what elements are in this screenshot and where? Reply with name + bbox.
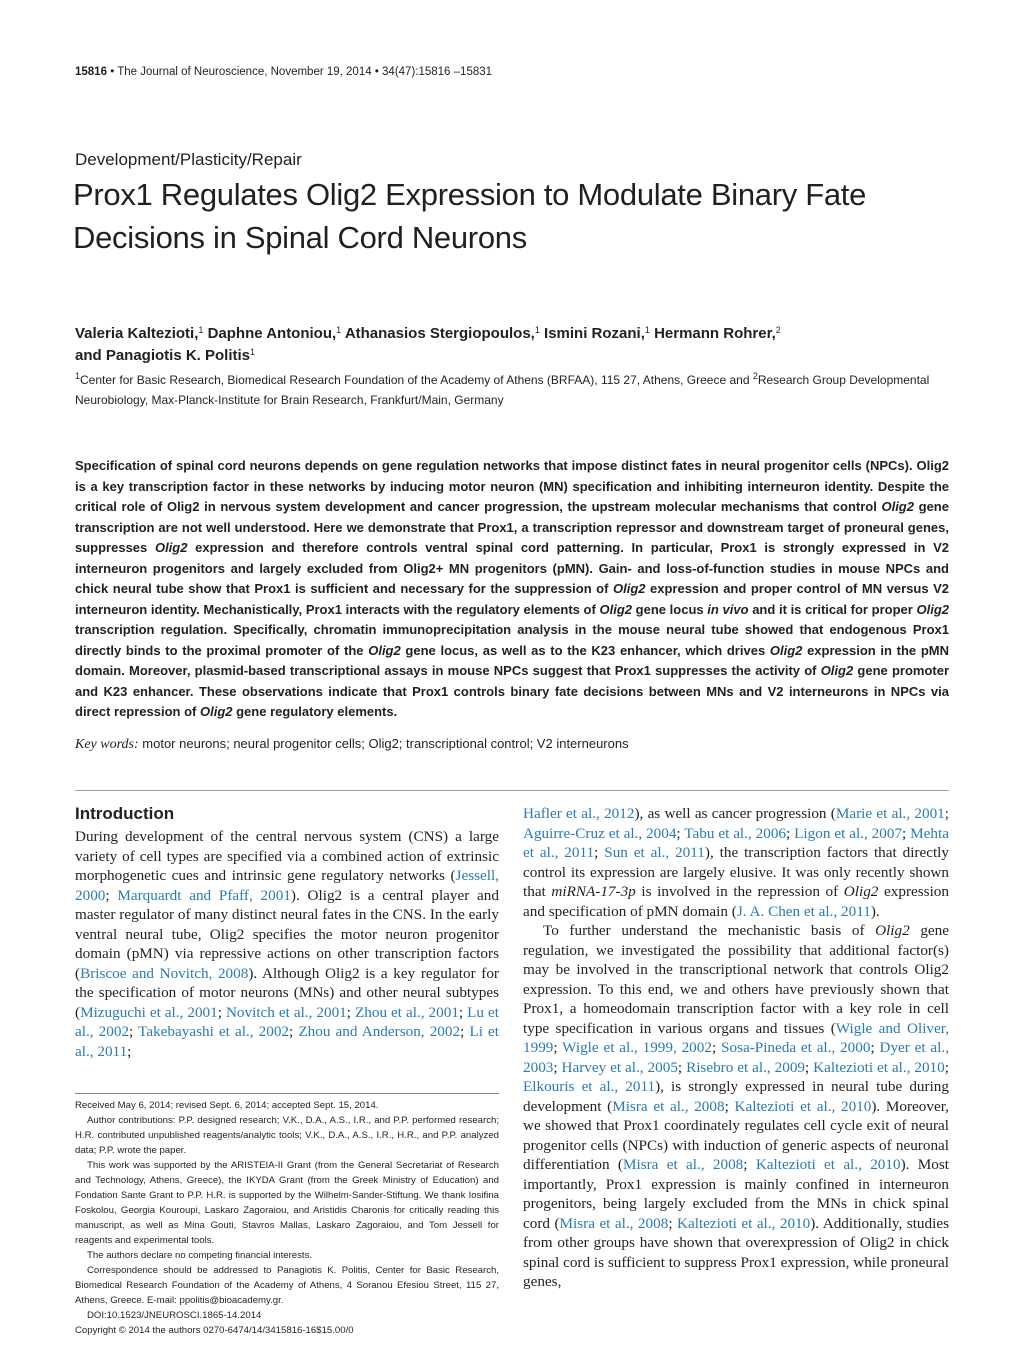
author: Daphne Antoniou,$^1$ <box>207 325 342 342</box>
citation-link[interactable]: Ligon et al., 2007 <box>794 824 903 842</box>
citation-link[interactable]: Aguirre-Cruz et al., 2004 <box>523 824 677 842</box>
footnotes <box>75 1098 499 1338</box>
author-list <box>75 323 955 367</box>
intro-paragraph: During development of the central nervous system (CNS) a large variety of cell types are specified via a combined action of extrinsic morphogenetic cues and intrinsic gene regulatory networks (Jessell, 2000; Marquardt and Pfaff, 2001). Olig2 is a central player and master regulator of many distinct neural fates in the CNS. In the early ventral neural tube, Olig2 specifies the motor neuron progenitor domain (pMN) via repressive actions on other transcription factors (Briscoe and Novitch, 2008). Although Olig2 is a key regulator for the specification of motor neurons (MNs) and other neural subtypes (Mizuguchi et al., 2001; Novitch et al., 2001; Zhou et al., 2001; Lu et al., 2002; Takebayashi et al., 2002; Zhou and Anderson, 2002; Li et al., 2011; <box>75 828 500 1060</box>
title-line: Prox1 Regulates Olig2 Expression to Modulate Binary Fate <box>73 177 867 212</box>
keywords-text: motor neurons; neural progenitor cells; Olig2; transcriptional control; V2 interneurons <box>142 736 629 751</box>
section-label: Development/Plasticity/Repair <box>75 150 302 169</box>
page-number: 15816 <box>75 66 107 78</box>
citation-link[interactable]: Kaltezioti et al., 2010 <box>734 1097 872 1115</box>
citation-link[interactable]: Wigle and Oliver, 1999 <box>523 1019 949 1056</box>
keywords-label: Key words: <box>75 737 139 752</box>
abstract: Specification of spinal cord neurons depends on gene regulation networks that impose distinct fates in neural progenitor cells (NPCs). Olig2 is a key transcription factor in these networks by inducing motor neuron (MN) specification and inhibiting interneuron identity. Despite the critical role of Olig2 in nervous system development and cancer progression, the upstream molecular mechanisms that control Olig2 gene transcription are not well understood. Here we demonstrate that Prox1, a transcription repressor and downstream target of proneural genes, suppresses Olig2 expression and therefore controls ventral spinal cord patterning. In particular, Prox1 is strongly expressed in V2 interneuron progenitors and largely excluded from Olig2+ MN progenitors (pMN). Gain- and loss-of-function studies in mouse NPCs and chick neural tube show that Prox1 is sufficient and necessary for the suppression of Olig2 expression and proper control of MN versus V2 interneuron identity. Mechanistically, Prox1 interacts with the regulatory elements of Olig2 gene locus in vivo and it is critical for proper Olig2 transcription regulation. Specifically, chromatin immunoprecipitation analysis in the mouse neural tube showed that endogenous Prox1 directly binds to the proximal promoter of the Olig2 gene locus, as well as to the K23 enhancer, which drives Olig2 expression in the pMN domain. Moreover, plasmid-based transcriptional assays in mouse NPCs suggest that Prox1 suppresses the activity of Olig2 gene promoter and K23 enhancer. These observations indicate that Prox1 controls binary fate decisions between MNs and V2 interneurons in NPCs via direct repression of Olig2 gene regulatory elements. <box>75 458 949 719</box>
affiliations: $^1$Center for Basic Research, Biomedical Research Foundation of the Academy of Athens (BRFAA), 115 27, Athens, Greece and $^2$Research Group Developmental Neurobiology, Max-Planck-Institute for Brain Research, Frankfurt/Main, Germany <box>75 371 930 407</box>
citation-link[interactable]: Novitch et al., 2001 <box>225 1003 347 1021</box>
citation-link[interactable]: Tabu et al., 2006 <box>684 824 787 842</box>
article-title <box>73 173 953 259</box>
author: and Panagiotis K. Politis$^1$ <box>75 347 256 364</box>
citation-link[interactable]: Jessell, 2000 <box>75 867 499 904</box>
citation-link[interactable]: Mizuguchi et al., 2001 <box>80 1003 218 1021</box>
funding-acknowledgments: This work was supported by the ARISTEIA-II Grant (from the General Secretariat of Research and Technology, Athens, Greece), the IKYDA Grant (from the Greek Ministry of Education) and Fondation Sante Grant to P.P. H.R. is supported by the Wilhelm-Sander-Stiftung. We thank Iosifina Foskolou, Georgia Kouroupi, Laskaro Zagoraiou, and Aristidis Charonis for critically reading this manuscript, as well as Mina Gouti, Stavros Mallas, Laskaro Zagoraiou, and Tom Jessell for reagents and experimental tools. <box>75 1160 499 1246</box>
header-separator: • <box>110 66 118 78</box>
citation-link[interactable]: Harvey et al., 2005 <box>561 1058 678 1076</box>
citation-link[interactable]: Wigle et al., 1999, 2002 <box>562 1039 712 1056</box>
citation-link[interactable]: Kaltezioti et al., 2010 <box>677 1214 811 1232</box>
author-contributions: Author contributions: P.P. designed research; V.K., D.A., A.S., I.R., and P.P. performed research; H.R. contributed unpublished reagents/analytic tools; V.K., D.A., A.S., I.R., H.R., and P.P. analyzed data; P.P. wrote the paper. <box>75 1115 499 1156</box>
citation-link[interactable]: Li et al., 2011 <box>75 1023 500 1060</box>
citation-link[interactable]: Kaltezioti et al., 2010 <box>755 1156 901 1173</box>
citation-link[interactable]: Zhou et al., 2001 <box>354 1003 459 1021</box>
citation-link[interactable]: Lu et al., 2002 <box>75 1003 499 1040</box>
left-column-text <box>75 827 499 1061</box>
citation-link[interactable]: Marquardt and Pfaff, 2001 <box>117 886 291 904</box>
citation-link[interactable]: Misra et al., 2008 <box>559 1214 669 1232</box>
journal-citation: The Journal of Neuroscience, November 19, 2014 • 34(47):15816 –15831 <box>117 66 493 78</box>
citation-link[interactable]: Zhou and Anderson, 2002 <box>298 1023 461 1040</box>
citation-link[interactable]: Sosa-Pineda et al., 2000 <box>721 1039 871 1056</box>
citation-link[interactable]: Elkouris et al., 2011 <box>523 1078 656 1095</box>
doi: DOI:10.1523/JNEUROSCI.1865-14.2014 <box>87 1310 262 1321</box>
citation-link[interactable]: Hafler et al., 2012 <box>523 805 635 822</box>
copyright: Copyright © 2014 the authors 0270-6474/14/3415816-16$15.00/0 <box>75 1325 354 1336</box>
author: Athanasios Stergiopoulos,$^1$ <box>344 325 540 342</box>
received-dates: Received May 6, 2014; revised Sept. 6, 2014; accepted Sept. 15, 2014. <box>75 1100 379 1111</box>
competing-interests: The authors declare no competing financial interests. <box>87 1250 313 1261</box>
citation-link[interactable]: Misra et al., 2008 <box>612 1097 725 1115</box>
citation-link[interactable]: Mehta et al., 2011 <box>523 824 949 861</box>
keywords <box>75 736 949 753</box>
citation-link[interactable]: Dyer et al., 2003 <box>523 1039 949 1076</box>
citation-link[interactable]: Sun et al., 2011 <box>604 844 705 861</box>
citation-link[interactable]: Marie et al., 2001 <box>835 805 945 822</box>
footnote-divider <box>75 1093 499 1094</box>
citation-link[interactable]: Briscoe and Novitch, 2008 <box>80 964 249 982</box>
citation-link[interactable]: J. A. Chen et al., 2011 <box>736 902 871 920</box>
author: Valeria Kaltezioti,$^1$ <box>75 325 204 342</box>
body-paragraph: Hafler et al., 2012), as well as cancer progression (Marie et al., 2001; Aguirre-Cruz et al., 2004; Tabu et al., 2006; Ligon et al., 2007; Mehta et al., 2011; Sun et al., 2011), the transcription factors that directly control its expression are largely elusive. It was only recently shown that miRNA-17-3p is involved in the repression of Olig2 expression and specification of pMN domain (J. A. Chen et al., 2011). <box>523 805 950 920</box>
citation-link[interactable]: Risebro et al., 2009 <box>686 1058 806 1076</box>
citation-link[interactable]: Takebayashi et al., 2002 <box>138 1023 290 1040</box>
body-paragraph: To further understand the mechanistic basis of Olig2 gene regulation, we investigated the possibility that additional factor(s) may be involved in the transcriptional network that controls Olig2 expression. To this end, we and others have previously shown that Prox1, a homeodomain transcription factor with a key role in cell type specification in various organs and tissues (Wigle and Oliver, 1999; Wigle et al., 1999, 2002; Sosa-Pineda et al., 2000; Dyer et al., 2003; Harvey et al., 2005; Risebro et al., 2009; Kaltezioti et al., 2010; Elkouris et al., 2011), is strongly expressed in neural tube during development (Misra et al., 2008; Kaltezioti et al., 2010). Moreover, we showed that Prox1 coordinately regulates cell cycle exit of neural progenitor cells (NPCs) with induction of generic aspects of neuronal differentiation (Misra et al., 2008; Kaltezioti et al., 2010). Most importantly, Prox1 expression is mainly confined in interneuron progenitors, being largely excluded from the MNs in chick spinal cord (Misra et al., 2008; Kaltezioti et al., 2010). Additionally, studies from other groups have shown that overexpression of Olig2 in chick spinal cord is sufficient to suppress Prox1 expression, while proneural genes, <box>523 922 949 1290</box>
section-divider <box>75 790 949 791</box>
running-header <box>75 66 492 78</box>
author: Ismini Rozani,$^1$ <box>544 325 650 342</box>
citation-link[interactable]: Misra et al., 2008 <box>622 1156 744 1173</box>
correspondence: Correspondence should be addressed to Panagiotis K. Politis, Center for Basic Research, Biomedical Research Foundation of the Academy of Athens, 4 Soranou Efesiou Street, 115 27, Athens, Greece. E-mail: ppolitis@bioacademy.gr. <box>75 1265 499 1306</box>
author: Hermann Rohrer,$^2$ <box>654 325 781 342</box>
intro-heading: Introduction <box>75 804 175 823</box>
title-line: Decisions in Spinal Cord Neurons <box>73 220 527 255</box>
right-column-text <box>523 804 949 1292</box>
citation-link[interactable]: Kaltezioti et al., 2010 <box>813 1058 945 1076</box>
